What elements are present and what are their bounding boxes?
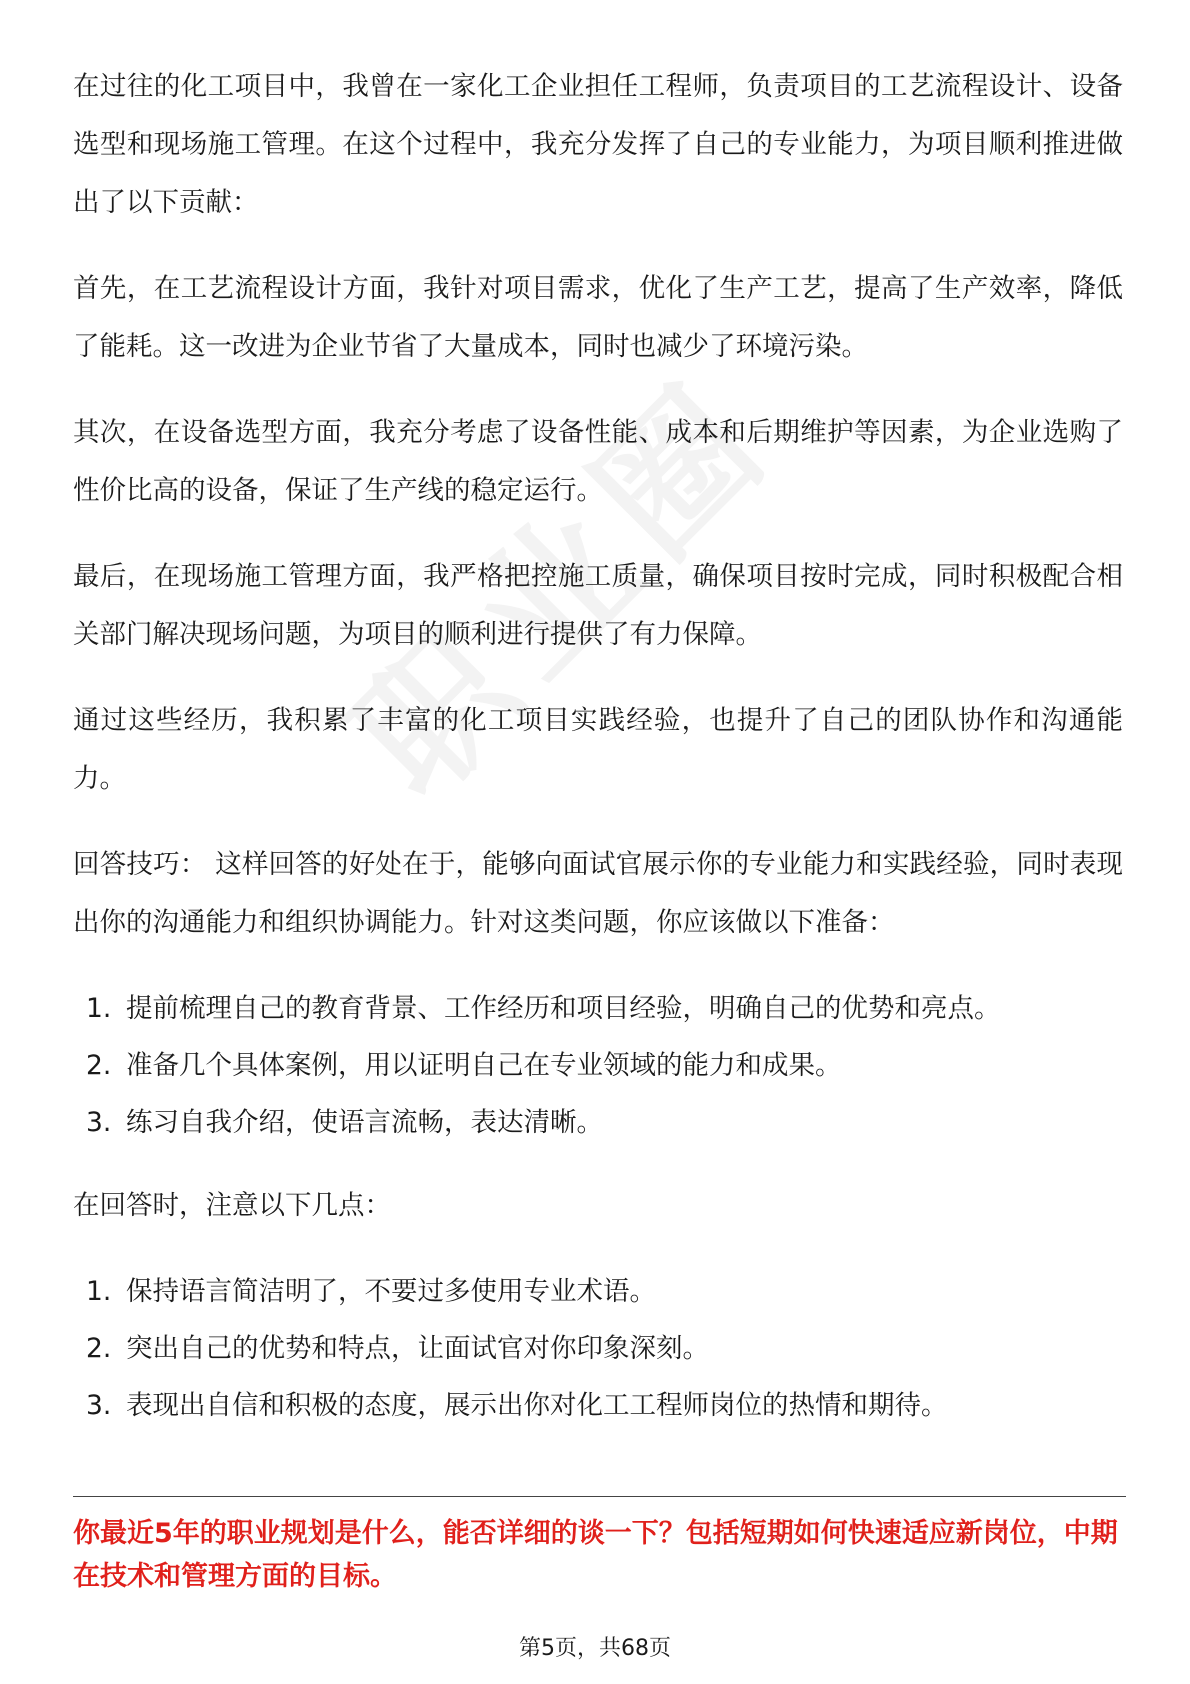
list-text: 准备几个具体案例，用以证明自己在专业领域的能力和成果。	[126, 1050, 842, 1081]
list-item	[73, 980, 1123, 1037]
list-number: 2.	[86, 1333, 112, 1364]
list-item	[73, 1094, 1123, 1151]
paragraph-equipment: 其次，在设备选型方面，我充分考虑了设备性能、成本和后期维护等因素，为企业选购了性价比高的设备，保证了生产线的稳定运行。	[73, 417, 1123, 506]
notes-list	[73, 1263, 1123, 1434]
document-body	[73, 58, 1123, 1460]
list-text: 保持语言简洁明了，不要过多使用专业术语。	[126, 1276, 656, 1307]
list-item	[73, 1377, 1123, 1434]
paragraph-construction: 最后，在现场施工管理方面，我严格把控施工质量，确保项目按时完成，同时积极配合相关部门解决现场问题，为项目的顺利进行提供了有力保障。	[73, 561, 1123, 650]
preparation-list	[73, 980, 1123, 1151]
list-text: 练习自我介绍，使语言流畅，表达清晰。	[126, 1107, 603, 1138]
list-text: 表现出自信和积极的态度，展示出你对化工工程师岗位的热情和期待。	[126, 1390, 948, 1421]
list-text: 突出自己的优势和特点，让面试官对你印象深刻。	[126, 1333, 709, 1364]
list-number: 2.	[86, 1050, 112, 1081]
list-number: 1.	[86, 993, 112, 1024]
list-text: 提前梳理自己的教育背景、工作经历和项目经验，明确自己的优势和亮点。	[126, 993, 1001, 1024]
page-footer: 第5页，共68页	[519, 1636, 671, 1661]
list-item	[73, 1037, 1123, 1094]
paragraph-experience: 在过往的化工项目中，我曾在一家化工企业担任工程师，负责项目的工艺流程设计、设备选型和现场施工管理。在这个过程中，我充分发挥了自己的专业能力，为项目顺利推进做出了以下贡献：	[73, 71, 1123, 218]
list-number: 1.	[86, 1276, 112, 1307]
list-item	[73, 1263, 1123, 1320]
paragraph-answer-tips: 回答技巧： 这样回答的好处在于，能够向面试官展示你的专业能力和实践经验，同时表现出你的沟通能力和组织协调能力。针对这类问题，你应该做以下准备：	[73, 849, 1123, 938]
paragraph-notes-intro: 在回答时，注意以下几点：	[73, 1190, 391, 1221]
interview-question: 你最近5年的职业规划是什么，能否详细的谈一下？包括短期如何快速适应新岗位，中期在技术和管理方面的目标。	[73, 1518, 1118, 1592]
list-number: 3.	[86, 1107, 112, 1138]
list-number: 3.	[86, 1390, 112, 1421]
list-item	[73, 1320, 1123, 1377]
paragraph-process-design: 首先，在工艺流程设计方面，我针对项目需求，优化了生产工艺，提高了生产效率，降低了能耗。这一改进为企业节省了大量成本，同时也减少了环境污染。	[73, 273, 1123, 362]
paragraph-summary: 通过这些经历，我积累了丰富的化工项目实践经验，也提升了自己的团队协作和沟通能力。	[73, 705, 1123, 794]
section-divider	[73, 1496, 1126, 1497]
